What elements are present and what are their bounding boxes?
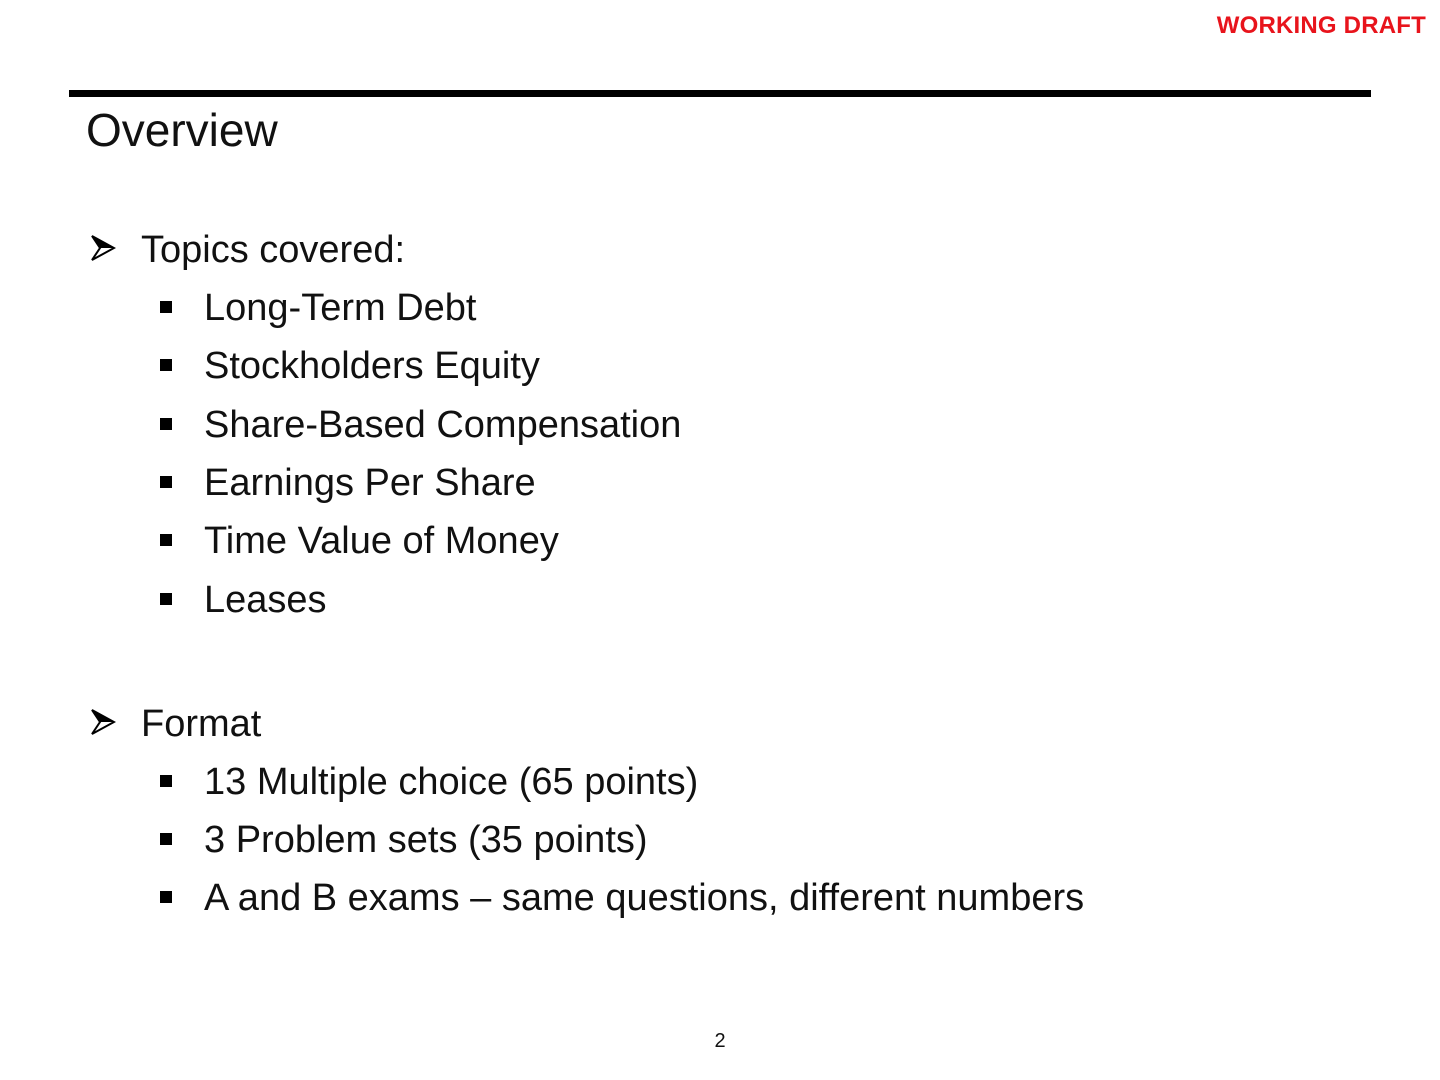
arrow-bullet-icon: [88, 708, 116, 736]
square-bullet-icon: [160, 476, 172, 488]
arrow-bullet-icon: [88, 234, 116, 262]
list-item-text: Earnings Per Share: [204, 462, 536, 504]
list-item-text: Share-Based Compensation: [204, 404, 682, 446]
title-rule: [69, 90, 1371, 97]
section-heading-text: Topics covered:: [141, 229, 406, 271]
square-bullet-icon: [160, 418, 172, 430]
square-bullet-icon: [160, 833, 172, 845]
square-bullet-icon: [160, 359, 172, 371]
slide-title: Overview: [86, 104, 278, 156]
list-item-text: Stockholders Equity: [204, 345, 540, 387]
section-heading-text: Format: [141, 703, 262, 745]
list-item-text: A and B exams – same questions, different numbers: [204, 877, 1085, 919]
list-item-text: 3 Problem sets (35 points): [204, 819, 648, 861]
list-item-text: Time Value of Money: [204, 520, 559, 562]
page-number: 2: [714, 1030, 726, 1052]
square-bullet-icon: [160, 593, 172, 605]
list-item-text: Long-Term Debt: [204, 287, 477, 329]
list-item-text: 13 Multiple choice (65 points): [204, 761, 699, 803]
working-draft-label: WORKING DRAFT: [1216, 12, 1426, 39]
square-bullet-icon: [160, 301, 172, 313]
square-bullet-icon: [160, 534, 172, 546]
square-bullet-icon: [160, 891, 172, 903]
list-item-text: Leases: [204, 579, 327, 621]
square-bullet-icon: [160, 775, 172, 787]
